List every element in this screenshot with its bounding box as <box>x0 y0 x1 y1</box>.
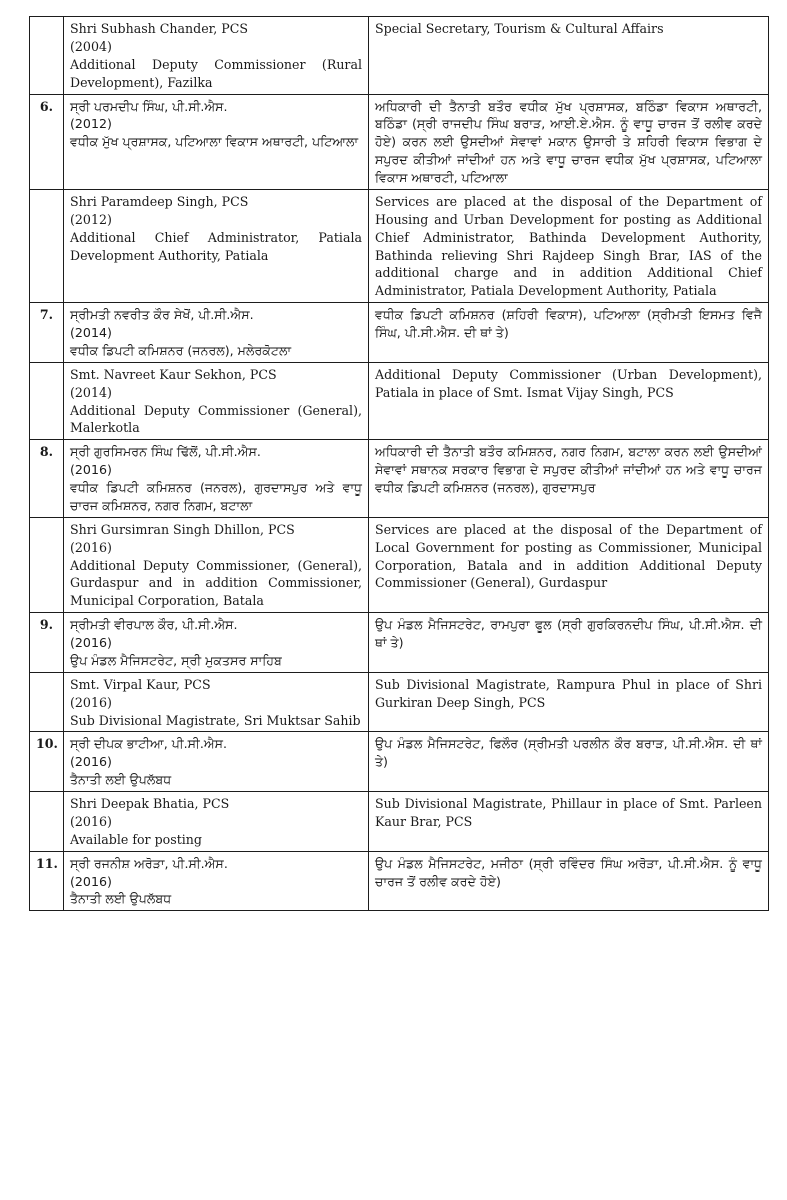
serial-number: 6. <box>30 94 64 189</box>
officer-batch: (2014) <box>70 384 112 400</box>
serial-number: 7. <box>30 303 64 363</box>
serial-number <box>30 17 64 95</box>
officer-name: ਸ੍ਰੀਮਤੀ ਵੀਰਪਾਲ ਕੌਰ, ਪੀ.ਸੀ.ਐਸ. <box>70 617 238 633</box>
officer-details <box>64 672 369 732</box>
officer-details <box>64 440 369 518</box>
table-row <box>30 94 769 189</box>
serial-number: 9. <box>30 613 64 673</box>
officer-batch: (2004) <box>70 38 112 54</box>
officer-name: ਸ੍ਰੀ ਦੀਪਕ ਭਾਟੀਆ, ਪੀ.ਸੀ.ਐਸ. <box>70 736 228 752</box>
new-posting: ਉਪ ਮੰਡਲ ਮੈਜਿਸਟਰੇਟ, ਫਿਲੌਰ (ਸ੍ਰੀਮਤੀ ਪਰਲੀਨ ਕੌਰ ਬਰਾੜ, ਪੀ.ਸੀ.ਐਸ. ਦੀ ਥਾਂ ਤੇ) <box>369 732 769 792</box>
current-posting: ਵਧੀਕ ਡਿਪਟੀ ਕਮਿਸ਼ਨਰ (ਜਨਰਲ), ਮਲੇਰਕੋਟਲਾ <box>70 342 292 358</box>
new-posting: ਉਪ ਮੰਡਲ ਮੈਜਿਸਟਰੇਟ, ਮਜੀਠਾ (ਸ੍ਰੀ ਰਵਿੰਦਰ ਸਿੰਘ ਅਰੋੜਾ, ਪੀ.ਸੀ.ਐਸ. ਨੂੰ ਵਾਧੂ ਚਾਰਜ ਤੋਂ ਰਲੀਵ ਕਰਦੇ ਹੋਏ) <box>369 851 769 911</box>
officer-name: Shri Subhash Chander, PCS <box>70 21 249 36</box>
officer-batch: (2016) <box>70 754 112 770</box>
new-posting: ਅਧਿਕਾਰੀ ਦੀ ਤੈਨਾਤੀ ਬਤੌਰ ਵਧੀਕ ਮੁੱਖ ਪ੍ਰਸ਼ਾਸਕ, ਬਠਿੰਡਾ ਵਿਕਾਸ ਅਥਾਰਟੀ, ਬਠਿੰਡਾ (ਸ੍ਰੀ ਰਾਜਦੀਪ ਸਿੰਘ ਬਰਾੜ, ਆਈ.ਏ.ਐਸ. ਨੂੰ ਵਾਧੂ ਚਾਰਜ ਤੋਂ ਰਲੀਵ ਕਰਦੇ ਹੋਏ) ਕਰਨ ਲਈ ਉਸਦੀਆਂ ਸੇਵਾਵਾਂ ਮਕਾਨ ਉਸਾਰੀ ਤੇ ਸ਼ਹਿਰੀ ਵਿਕਾਸ ਵਿਭਾਗ ਦੇ ਸਪੁਰਦ ਕੀਤੀਆਂ ਜਾਂਦੀਆਂ ਹਨ ਅਤੇ ਵਾਧੂ ਚਾਰਜ ਵਧੀਕ ਮੁੱਖ ਪ੍ਰਸ਼ਾਸਕ, ਪਟਿਆਲਾ ਵਿਕਾਸ ਅਥਾਰਟੀ, ਪਟਿਆਲਾ <box>369 94 769 189</box>
officer-batch: (2016) <box>70 462 112 478</box>
officer-details <box>64 94 369 189</box>
table-row <box>30 17 769 95</box>
current-posting: Available for posting <box>70 831 202 847</box>
serial-number: 11. <box>30 851 64 911</box>
officer-batch: (2016) <box>70 813 112 829</box>
new-posting: Sub Divisional Magistrate, Phillaur in place of Smt. Parleen Kaur Brar, PCS <box>369 792 769 852</box>
serial-number: 8. <box>30 440 64 518</box>
officer-batch: (2016) <box>70 635 112 650</box>
new-posting: Special Secretary, Tourism & Cultural Affairs <box>369 17 769 95</box>
current-posting: Additional Deputy Commissioner (Rural Development), Fazilka <box>70 56 362 90</box>
table-row <box>30 851 769 911</box>
table-row <box>30 732 769 792</box>
table-row <box>30 672 769 732</box>
officer-details <box>64 303 369 363</box>
current-posting: ਵਧੀਕ ਮੁੱਖ ਪ੍ਰਸ਼ਾਸਕ, ਪਟਿਆਲਾ ਵਿਕਾਸ ਅਥਾਰਟੀ, ਪਟਿਆਲਾ <box>70 134 359 150</box>
officer-batch: (2012) <box>70 116 112 132</box>
current-posting: Additional Deputy Commissioner, (General), Gurdaspur and in addition Commissioner, Municipal Corporation, Batala <box>70 557 362 609</box>
new-posting: Additional Deputy Commissioner (Urban Development), Patiala in place of Smt. Ismat Vijay Singh, PCS <box>369 362 769 440</box>
new-posting: ਅਧਿਕਾਰੀ ਦੀ ਤੈਨਾਤੀ ਬਤੌਰ ਕਮਿਸ਼ਨਰ, ਨਗਰ ਨਿਗਮ, ਬਟਾਲਾ ਕਰਨ ਲਈ ਉਸਦੀਆਂ ਸੇਵਾਵਾਂ ਸਥਾਨਕ ਸਰਕਾਰ ਵਿਭਾਗ ਦੇ ਸਪੁਰਦ ਕੀਤੀਆਂ ਜਾਂਦੀਆਂ ਹਨ ਅਤੇ ਵਾਧੂ ਚਾਰਜ ਵਧੀਕ ਡਿਪਟੀ ਕਮਿਸ਼ਨਰ (ਜਨਰਲ), ਗੁਰਦਾਸਪੁਰ <box>369 440 769 518</box>
serial-number <box>30 672 64 732</box>
officer-details <box>64 17 369 95</box>
serial-number <box>30 189 64 302</box>
officer-name: Smt. Virpal Kaur, PCS <box>70 676 211 692</box>
officer-details <box>64 189 369 302</box>
officer-details <box>64 613 369 673</box>
new-posting: ਉਪ ਮੰਡਲ ਮੈਜਿਸਟਰੇਟ, ਰਾਮਪੁਰਾ ਫੂਲ (ਸ੍ਰੀ ਗੁਰਕਿਰਨਦੀਪ ਸਿੰਘ, ਪੀ.ਸੀ.ਐਸ. ਦੀ ਥਾਂ ਤੇ) <box>369 613 769 673</box>
officer-name: Smt. Navreet Kaur Sekhon, PCS <box>70 366 277 382</box>
officer-name: ਸ੍ਰੀ ਪਰਮਦੀਪ ਸਿੰਘ, ਪੀ.ਸੀ.ਐਸ. <box>70 98 228 114</box>
current-posting: ਤੈਨਾਤੀ ਲਈ ਉਪਲੱਬਧ <box>70 772 172 788</box>
officer-name: ਸ੍ਰੀਮਤੀ ਨਵਰੀਤ ਕੌਰ ਸੇਖੋਂ, ਪੀ.ਸੀ.ਐਸ. <box>70 307 254 323</box>
current-posting: ਤੈਨਾਤੀ ਲਈ ਉਪਲੱਬਧ <box>70 891 172 907</box>
table-row <box>30 792 769 852</box>
officer-batch: (2016) <box>70 539 112 555</box>
serial-number <box>30 792 64 852</box>
current-posting: ਉਪ ਮੰਡਲ ਮੈਜਿਸਟਰੇਟ, ਸ੍ਰੀ ਮੁਕਤਸਰ ਸਾਹਿਬ <box>70 652 282 668</box>
serial-number <box>30 362 64 440</box>
table-row <box>30 440 769 518</box>
new-posting: ਵਧੀਕ ਡਿਪਟੀ ਕਮਿਸ਼ਨਰ (ਸ਼ਹਿਰੀ ਵਿਕਾਸ), ਪਟਿਆਲਾ (ਸ੍ਰੀਮਤੀ ਇਸਮਤ ਵਿਜੈ ਸਿੰਘ, ਪੀ.ਸੀ.ਐਸ. ਦੀ ਥਾਂ ਤੇ) <box>369 303 769 363</box>
officer-name: Shri Gursimran Singh Dhillon, PCS <box>70 521 295 537</box>
table-row <box>30 517 769 612</box>
new-posting: Services are placed at the disposal of the Department of Local Government for posting as Commissioner, Municipal Corporation, Batala and in addition Additional Deputy Commissioner (General), Gurdaspur <box>369 517 769 612</box>
officer-batch: (2016) <box>70 873 112 889</box>
officer-batch: (2016) <box>70 694 112 710</box>
officer-name: ਸ੍ਰੀ ਰਜਨੀਸ਼ ਅਰੋੜਾ, ਪੀ.ਸੀ.ਐਸ. <box>70 855 228 871</box>
current-posting: Additional Chief Administrator, Patiala Development Authority, Patiala <box>70 229 362 263</box>
officer-name: Shri Paramdeep Singh, PCS <box>70 193 249 209</box>
officer-details <box>64 517 369 612</box>
current-posting: ਵਧੀਕ ਡਿਪਟੀ ਕਮਿਸ਼ਨਰ (ਜਨਰਲ), ਗੁਰਦਾਸਪੁਰ ਅਤੇ ਵਾਧੂ ਚਾਰਜ ਕਮਿਸ਼ਨਰ, ਨਗਰ ਨਿਗਮ, ਬਟਾਲਾ <box>70 480 362 513</box>
table-body <box>30 17 769 911</box>
transfer-orders-table <box>29 16 769 911</box>
officer-details <box>64 732 369 792</box>
serial-number <box>30 517 64 612</box>
officer-details <box>64 851 369 911</box>
serial-number: 10. <box>30 732 64 792</box>
table-row <box>30 189 769 302</box>
officer-name: Shri Deepak Bhatia, PCS <box>70 796 230 811</box>
officer-batch: (2014) <box>70 325 112 340</box>
current-posting: Additional Deputy Commissioner (General), Malerkotla <box>70 402 362 436</box>
officer-batch: (2012) <box>70 211 112 227</box>
table-row <box>30 613 769 673</box>
officer-details <box>64 362 369 440</box>
new-posting: Services are placed at the disposal of the Department of Housing and Urban Development for posting as Additional Chief Administrator, Bathinda Development Authority, Bathinda relieving Shri Rajdeep Singh Brar, IAS of the additional charge and in addition Additional Chief Administrator, Patiala Development Authority, Patiala <box>369 189 769 302</box>
current-posting: Sub Divisional Magistrate, Sri Muktsar Sahib <box>70 712 361 728</box>
new-posting: Sub Divisional Magistrate, Rampura Phul in place of Shri Gurkiran Deep Singh, PCS <box>369 672 769 732</box>
table-row <box>30 362 769 440</box>
table-row <box>30 303 769 363</box>
officer-details <box>64 792 369 852</box>
officer-name: ਸ੍ਰੀ ਗੁਰਸਿਮਰਨ ਸਿੰਘ ਢਿੱਲੋਂ, ਪੀ.ਸੀ.ਐਸ. <box>70 444 261 460</box>
